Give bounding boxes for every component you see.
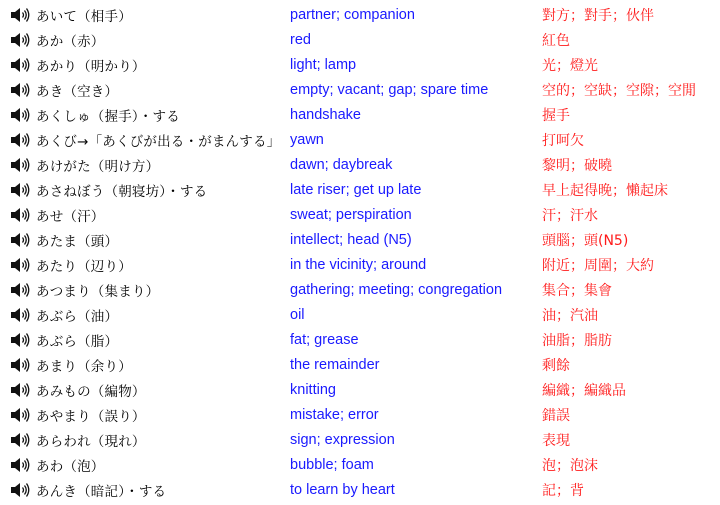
list-item — [0, 52, 720, 77]
chinese-meaning: 剩餘 — [542, 357, 570, 374]
list-item — [0, 377, 720, 402]
list-item — [0, 402, 720, 427]
japanese-word: あいて（相手） — [36, 8, 132, 25]
japanese-word: あさねぼう（朝寝坊）・する — [36, 183, 208, 200]
speaker-icon[interactable] — [10, 482, 30, 498]
chinese-meaning: 油脂；脂肪 — [542, 332, 612, 349]
english-meaning: the remainder — [290, 356, 380, 373]
speaker-icon[interactable] — [10, 357, 30, 373]
japanese-word: あくしゅ（握手）・する — [36, 108, 180, 125]
japanese-word: あたま（頭） — [36, 233, 119, 250]
chinese-meaning: 油；汽油 — [542, 307, 598, 324]
japanese-word: あせ（汗） — [36, 208, 105, 225]
english-meaning: light; lamp — [290, 56, 357, 73]
speaker-icon[interactable] — [10, 132, 30, 148]
speaker-icon[interactable] — [10, 82, 30, 98]
chinese-meaning: 空的；空缺；空隙；空閒 — [542, 82, 696, 99]
list-item — [0, 152, 720, 177]
speaker-icon[interactable] — [10, 407, 30, 423]
english-meaning: intellect; head (N5) — [290, 231, 412, 248]
speaker-icon[interactable] — [10, 232, 30, 248]
japanese-word: あかり（明かり） — [36, 58, 146, 75]
japanese-word: あけがた（明け方） — [36, 158, 160, 175]
list-item — [0, 427, 720, 452]
list-item — [0, 477, 720, 502]
list-item — [0, 177, 720, 202]
english-meaning: handshake — [290, 106, 361, 123]
list-item — [0, 202, 720, 227]
speaker-icon[interactable] — [10, 332, 30, 348]
speaker-icon[interactable] — [10, 307, 30, 323]
speaker-icon[interactable] — [10, 282, 30, 298]
japanese-word: あぶら（油） — [36, 308, 119, 325]
list-item — [0, 452, 720, 477]
speaker-icon[interactable] — [10, 257, 30, 273]
list-item — [0, 127, 720, 152]
speaker-icon[interactable] — [10, 182, 30, 198]
list-item — [0, 2, 720, 27]
chinese-meaning: 泡；泡沫 — [542, 457, 598, 474]
list-item — [0, 327, 720, 352]
chinese-meaning: 光；燈光 — [542, 57, 598, 74]
list-item — [0, 77, 720, 102]
speaker-icon[interactable] — [10, 7, 30, 23]
japanese-word: あみもの（編物） — [36, 383, 146, 400]
japanese-word: あつまり（集まり） — [36, 283, 160, 300]
english-meaning: bubble; foam — [290, 456, 374, 473]
english-meaning: fat; grease — [290, 331, 359, 348]
speaker-icon[interactable] — [10, 457, 30, 473]
japanese-word: あわ（泡） — [36, 458, 105, 475]
english-meaning: partner; companion — [290, 6, 415, 23]
english-meaning: late riser; get up late — [290, 181, 422, 198]
japanese-word: あたり（辺り） — [36, 258, 132, 275]
list-item — [0, 102, 720, 127]
japanese-word: あやまり（誤り） — [36, 408, 146, 425]
english-meaning: sweat; perspiration — [290, 206, 412, 223]
english-meaning: dawn; daybreak — [290, 156, 393, 173]
chinese-meaning: 頭腦；頭(N5) — [542, 232, 629, 249]
japanese-word: あくび→「あくびが出る・がまんする」 — [36, 133, 281, 150]
chinese-meaning: 紅色 — [542, 32, 570, 49]
speaker-icon[interactable] — [10, 207, 30, 223]
list-item — [0, 302, 720, 327]
speaker-icon[interactable] — [10, 157, 30, 173]
japanese-word: あらわれ（現れ） — [36, 433, 146, 450]
speaker-icon[interactable] — [10, 432, 30, 448]
chinese-meaning: 打呵欠 — [542, 132, 584, 149]
chinese-meaning: 早上起得晚；懶起床 — [542, 182, 668, 199]
chinese-meaning: 編織；編織品 — [542, 382, 626, 399]
list-item — [0, 227, 720, 252]
chinese-meaning: 黎明；破曉 — [542, 157, 612, 174]
japanese-word: あか（赤） — [36, 33, 105, 50]
list-item — [0, 252, 720, 277]
speaker-icon[interactable] — [10, 382, 30, 398]
english-meaning: knitting — [290, 381, 336, 398]
chinese-meaning: 附近；周圍；大約 — [542, 257, 654, 274]
english-meaning: red — [290, 31, 311, 48]
english-meaning: gathering; meeting; congregation — [290, 281, 503, 298]
list-item — [0, 277, 720, 302]
japanese-word: あぶら（脂） — [36, 333, 119, 350]
japanese-word: あまり（余り） — [36, 358, 132, 375]
chinese-meaning: 表現 — [542, 432, 570, 449]
chinese-meaning: 記；背 — [542, 482, 584, 499]
english-meaning: sign; expression — [290, 431, 395, 448]
chinese-meaning: 汗；汗水 — [542, 207, 598, 224]
english-meaning: in the vicinity; around — [290, 256, 427, 273]
speaker-icon[interactable] — [10, 57, 30, 73]
speaker-icon[interactable] — [10, 107, 30, 123]
chinese-meaning: 錯誤 — [542, 407, 570, 424]
chinese-meaning: 集合；集會 — [542, 282, 612, 299]
english-meaning: mistake; error — [290, 406, 379, 423]
japanese-word: あんき（暗記）・する — [36, 483, 167, 500]
japanese-word: あき（空き） — [36, 83, 119, 100]
chinese-meaning: 握手 — [542, 107, 570, 124]
english-meaning: yawn — [290, 131, 324, 148]
english-meaning: empty; vacant; gap; spare time — [290, 81, 489, 98]
english-meaning: to learn by heart — [290, 481, 395, 498]
list-item — [0, 27, 720, 52]
english-meaning: oil — [290, 306, 305, 323]
list-item — [0, 352, 720, 377]
chinese-meaning: 對方；對手；伙伴 — [542, 7, 654, 24]
speaker-icon[interactable] — [10, 32, 30, 48]
